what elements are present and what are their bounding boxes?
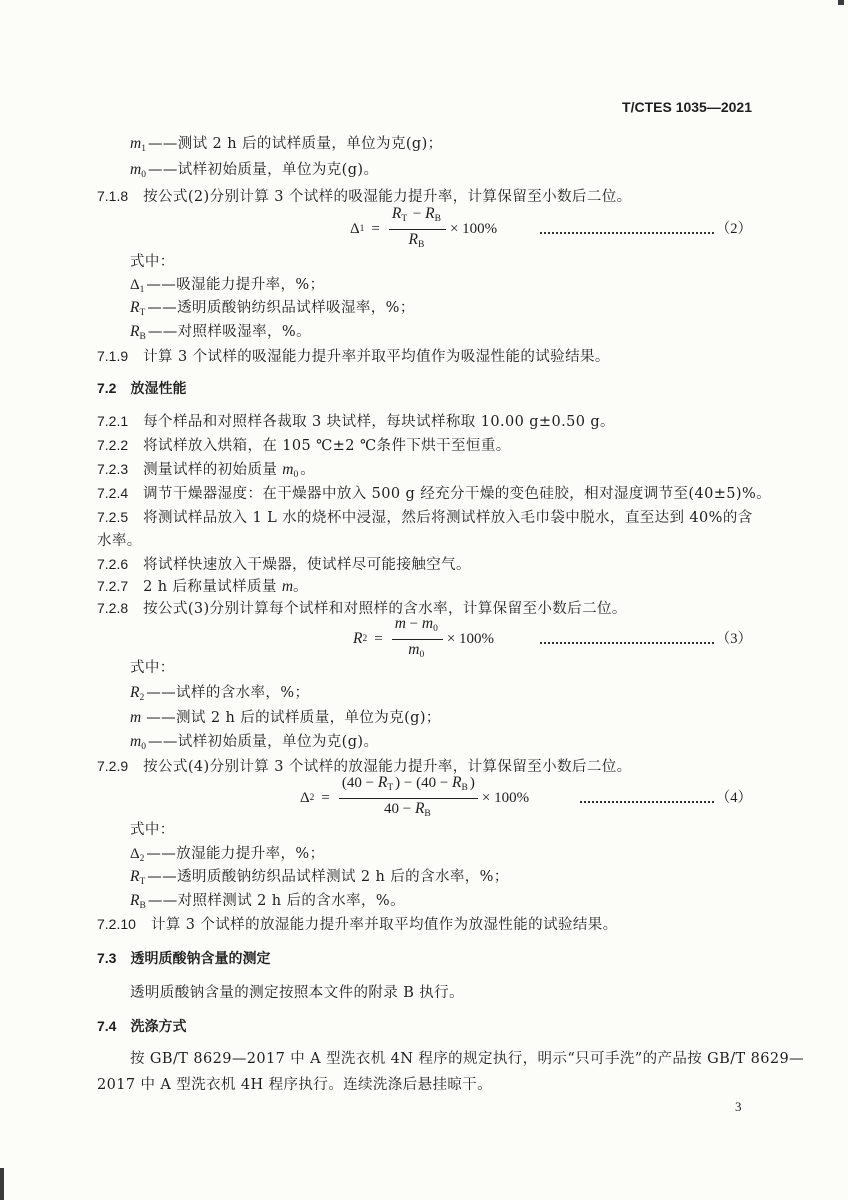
symbol: R xyxy=(408,230,418,248)
clause-number: 7.1.9 xyxy=(97,348,129,364)
clause-7-2-4 xyxy=(97,484,771,502)
symbol: R xyxy=(130,299,140,316)
subscript: B xyxy=(139,332,146,342)
subscript: T xyxy=(139,308,146,318)
symbol: m xyxy=(281,578,294,595)
symbol: Δ xyxy=(300,789,310,806)
clause-7-2-5 xyxy=(97,508,753,526)
section-number: 7.3 xyxy=(97,950,117,966)
subscript: B xyxy=(424,808,431,819)
clause-number: 7.2.1 xyxy=(97,413,129,429)
clause-text: 计算 3 个试样的放湿能力提升率并取平均值作为放湿性能的试验结果。 xyxy=(150,917,618,933)
where-label: 式中： xyxy=(130,254,175,270)
subscript: B xyxy=(461,782,468,793)
clause-text: 按公式(3)分别计算每个试样和对照样的含水率，计算保留至小数后二位。 xyxy=(143,601,627,617)
clause-7-2-5-continuation: 水率。 xyxy=(97,533,142,549)
definition-text: ——对照样吸湿率，%。 xyxy=(147,324,311,340)
symbol: m xyxy=(130,135,142,152)
section-title: 透明质酸钠含量的测定 xyxy=(130,951,271,967)
denominator xyxy=(409,230,427,254)
formula-tag: （4） xyxy=(715,790,752,806)
where-label: 式中： xyxy=(130,660,175,676)
clause-7-2-8 xyxy=(97,599,627,617)
clause-number: 7.2.7 xyxy=(97,578,129,594)
numerator xyxy=(392,615,443,640)
subscript: 1 xyxy=(359,224,365,234)
clause-text-tail: 。 xyxy=(300,462,316,478)
definition-text: ——透明质酸钠纺织品试样吸湿率，%； xyxy=(147,300,415,316)
subscript: 0 xyxy=(293,470,299,480)
definition-r2 xyxy=(130,684,309,702)
definition-text: ——试样的含水率，%； xyxy=(146,685,310,701)
clause-7-1-9 xyxy=(97,347,610,365)
symbol: m xyxy=(421,614,434,632)
standard-number: T/CTES 1035—2021 xyxy=(622,99,752,115)
equals-sign: = xyxy=(374,630,383,647)
definition-text: ——测试 2 h 后的试样质量，单位为克(g)； xyxy=(147,136,443,152)
expression-part: 40 − xyxy=(383,800,415,817)
expression-part: ) xyxy=(469,774,475,791)
clause-7-2-1 xyxy=(97,412,615,430)
clause-number: 7.2.5 xyxy=(97,509,129,525)
subscript: B xyxy=(434,213,441,224)
fraction xyxy=(339,774,478,823)
definition-rt xyxy=(130,868,509,886)
formula-4 xyxy=(300,773,530,819)
expression-part: ) − (40 − xyxy=(395,774,453,791)
clause-text: 计算 3 个试样的吸湿能力提升率并取平均值作为吸湿性能的试验结果。 xyxy=(143,349,610,365)
subscript: T xyxy=(139,877,146,887)
where-label: 式中： xyxy=(130,822,175,838)
symbol: m xyxy=(282,461,294,478)
scan-edge-mark xyxy=(0,1168,4,1200)
paragraph-7-3: 透明质酸钠含量的测定按照本文件的附录 B 执行。 xyxy=(130,985,464,1001)
clause-7-1-8 xyxy=(97,187,632,205)
clause-number: 7.2.8 xyxy=(97,600,129,616)
section-title: 洗涤方式 xyxy=(130,1019,187,1035)
denominator xyxy=(408,640,426,664)
subscript: T xyxy=(387,782,394,793)
clause-text: 按公式(4)分别计算 3 个试样的放湿能力提升率，计算保留至小数后二位。 xyxy=(143,759,632,775)
symbol: R xyxy=(130,323,140,340)
section-title: 放湿性能 xyxy=(130,381,187,397)
subscript: 2 xyxy=(362,634,368,644)
symbol: R xyxy=(414,799,425,817)
page-number: 3 xyxy=(735,1099,742,1114)
clause-text: 测量试样的初始质量 xyxy=(143,462,283,478)
dot-leader xyxy=(580,801,714,803)
definition-delta2 xyxy=(130,845,324,863)
symbol: R xyxy=(452,773,462,791)
symbol: R xyxy=(377,773,388,791)
section-heading-7-3 xyxy=(97,949,270,967)
formula-3 xyxy=(353,614,495,660)
subscript: B xyxy=(139,901,146,911)
subscript: 2 xyxy=(309,793,315,803)
clause-text: 按公式(2)分别计算 3 个试样的吸湿能力提升率，计算保留至小数后二位。 xyxy=(143,189,632,205)
clause-number: 7.2.3 xyxy=(97,461,129,477)
clause-7-2-3 xyxy=(97,460,315,478)
numerator xyxy=(389,205,446,230)
definition-text: ——对照样测试 2 h 后的含水率，%。 xyxy=(147,893,405,909)
paragraph-7-4-line-1 xyxy=(130,1050,804,1068)
numerator xyxy=(339,774,478,799)
symbol: m xyxy=(408,640,420,658)
fraction xyxy=(389,205,446,254)
definition-text: ——试样初始质量，单位为克(g)。 xyxy=(147,734,379,750)
symbol: R xyxy=(130,684,140,701)
operator: − xyxy=(409,205,426,222)
formula-2-number xyxy=(540,220,752,238)
symbol: R xyxy=(130,868,140,885)
paragraph-7-4-line-2: 2017 中 A 型洗衣机 4H 程序执行。连续洗涤后悬挂晾干。 xyxy=(97,1077,493,1093)
clause-text: 每个样品和对照样各裁取 3 块试样，每块试样称取 10.00 g±0.50 g。 xyxy=(143,414,615,430)
definition-text: ——吸湿能力提升率，%； xyxy=(146,277,325,293)
formula-4-number xyxy=(580,789,752,807)
clause-7-2-10 xyxy=(97,915,618,933)
scan-edge-mark xyxy=(838,0,844,5)
formula-3-number xyxy=(540,630,752,648)
subscript: 1 xyxy=(141,144,146,154)
clause-7-2-9 xyxy=(97,757,632,775)
dot-leader xyxy=(540,232,714,234)
symbol: m xyxy=(130,161,142,178)
symbol: Δ xyxy=(130,846,140,862)
symbol: m xyxy=(130,733,142,750)
subscript: 2 xyxy=(139,693,145,703)
definition-m1 xyxy=(130,135,443,153)
definition-m0 xyxy=(130,161,378,179)
clause-7-2-6 xyxy=(97,555,471,573)
definition-rt xyxy=(130,299,415,317)
clause-text: 调节干燥器湿度：在干燥器中放入 500 g 经充分干燥的变色硅胶，相对湿度调节至(40±5)%。 xyxy=(143,486,772,502)
equals-sign: = xyxy=(371,220,380,237)
definition-rb xyxy=(130,892,405,910)
subscript: T xyxy=(401,213,408,224)
definition-text: ——试样初始质量，单位为克(g)。 xyxy=(147,162,379,178)
subscript: 0 xyxy=(433,623,438,634)
clause-7-2-7 xyxy=(97,577,308,595)
clause-text-tail: 。 xyxy=(293,579,308,595)
clause-7-2-2 xyxy=(97,436,511,454)
symbol: Δ xyxy=(130,277,140,293)
subscript: B xyxy=(417,239,425,250)
clause-number: 7.2.10 xyxy=(97,916,136,932)
subscript: 0 xyxy=(419,649,425,660)
factor: × 100% xyxy=(446,630,495,647)
symbol: R xyxy=(353,630,363,647)
subscript: 1 xyxy=(139,285,145,295)
fraction xyxy=(392,615,443,664)
formula-tag: （2） xyxy=(715,221,752,237)
definition-delta1 xyxy=(130,276,324,294)
clause-text: 将试样快速放入干燥器，使试样尽可能接触空气。 xyxy=(143,557,471,573)
clause-text: 将测试样品放入 1 L 水的烧杯中浸湿，然后将测试样放入毛巾袋中脱水，直至达到 40%的含 xyxy=(143,510,753,526)
clause-number: 7.2.9 xyxy=(97,758,129,774)
definition-text: ——测试 2 h 后的试样质量，单位为克(g)； xyxy=(141,710,441,726)
denominator xyxy=(384,799,433,823)
dot-leader xyxy=(540,642,714,644)
definition-m0 xyxy=(130,733,378,751)
factor: × 100% xyxy=(449,220,498,237)
clause-number: 7.2.2 xyxy=(97,437,129,453)
section-number: 7.4 xyxy=(97,1018,117,1034)
subscript: 0 xyxy=(141,170,146,180)
formula-2 xyxy=(350,204,498,250)
factor: × 100% xyxy=(481,789,530,806)
paragraph-text: 按 GB/T 8629—2017 中 A 型洗衣机 4N 程序的规定执行，明示“只可手洗”的产品按 GB/T 8629— xyxy=(130,1051,804,1067)
section-heading-7-4 xyxy=(97,1017,186,1035)
symbol: R xyxy=(425,204,435,222)
definition-rb xyxy=(130,323,311,341)
section-heading-7-2 xyxy=(97,379,186,397)
symbol: m xyxy=(130,709,142,726)
subscript: 0 xyxy=(141,742,146,752)
definition-m xyxy=(130,709,441,727)
formula-tag: （3） xyxy=(715,631,752,647)
equals-sign: = xyxy=(321,789,330,806)
clause-text: 将试样放入烘箱，在 105 ℃±2 ℃条件下烘干至恒重。 xyxy=(143,438,511,454)
clause-text: 2 h 后称量试样质量 xyxy=(143,579,282,595)
clause-number: 7.2.6 xyxy=(97,556,129,572)
clause-number: 7.1.8 xyxy=(97,188,129,204)
symbol: m xyxy=(394,614,406,632)
operator: − xyxy=(405,615,422,632)
section-number: 7.2 xyxy=(97,380,117,396)
symbol: Δ xyxy=(350,220,360,237)
definition-text: ——透明质酸钠纺织品试样测试 2 h 后的含水率，%； xyxy=(147,869,509,885)
definition-text: ——放湿能力提升率，%； xyxy=(146,846,325,862)
symbol: R xyxy=(130,892,140,909)
subscript: 2 xyxy=(139,854,145,864)
expression-part: (40 − xyxy=(341,774,378,791)
symbol: R xyxy=(391,204,402,222)
clause-number: 7.2.4 xyxy=(97,485,129,501)
